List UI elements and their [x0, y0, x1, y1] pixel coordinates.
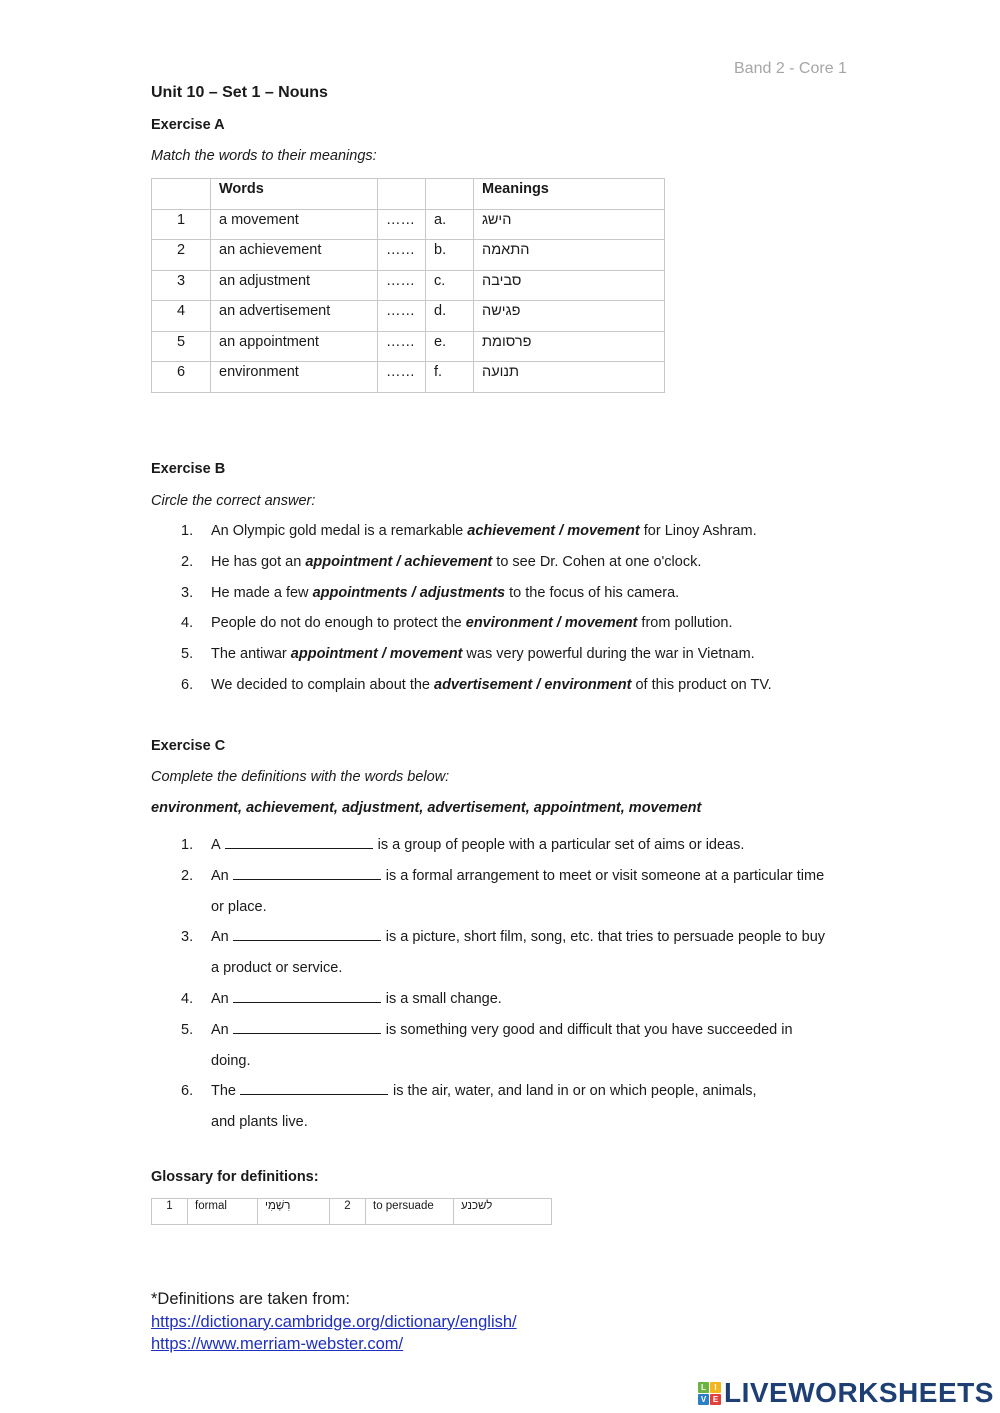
sentence-before: An [211, 929, 229, 946]
table-row [152, 301, 665, 332]
row-meaning [474, 240, 665, 271]
row-number: 5 [152, 331, 211, 362]
choice-options[interactable]: appointments / adjustments [312, 584, 506, 601]
row-number: 4 [152, 301, 211, 332]
sentence-before: An [211, 990, 229, 1007]
glossary-num: 2 [330, 1199, 366, 1225]
exercise-c-heading: Exercise C [151, 738, 226, 754]
item-number: 4. [181, 990, 194, 1007]
band-label: Band 2 - Core 1 [734, 60, 847, 77]
sentence-after: from pollution. [637, 615, 733, 632]
item-number: 2. [181, 867, 194, 884]
sources-block [151, 1288, 517, 1356]
row-word: a movement [211, 209, 378, 240]
hebrew-meaning: התאמה [482, 242, 530, 258]
sentence-continuation: and plants live. [211, 1114, 308, 1131]
exercise-b-heading: Exercise B [151, 461, 226, 477]
row-word: an adjustment [211, 270, 378, 301]
exercise-a-instruction: Match the words to their meanings: [151, 148, 377, 164]
fill-blank[interactable] [233, 1019, 381, 1034]
header-answer-cell [378, 179, 426, 210]
item-number: 5. [181, 646, 194, 663]
sentence-continuation: doing. [211, 1052, 251, 1069]
choice-options[interactable]: appointment / achievement [305, 553, 493, 570]
table-row [152, 240, 665, 271]
row-word: an appointment [211, 331, 378, 362]
sentence-before: The antiwar [211, 646, 291, 663]
answer-blank[interactable]: …… [378, 301, 426, 332]
row-number: 2 [152, 240, 211, 271]
hebrew-meaning: סביבה [482, 272, 522, 289]
item-number: 5. [181, 1021, 194, 1038]
row-letter: e. [426, 331, 474, 362]
list-item [151, 523, 772, 554]
fill-blank[interactable] [233, 988, 381, 1003]
liveworksheets-logo[interactable] [698, 1378, 994, 1408]
row-meaning [474, 362, 665, 393]
answer-blank[interactable]: …… [378, 270, 426, 301]
sentence-before: An [211, 1021, 229, 1038]
row-meaning [474, 331, 665, 362]
answer-blank[interactable]: …… [378, 240, 426, 271]
choice-options[interactable]: appointment / movement [290, 646, 463, 663]
sentence-after: is a picture, short film, song, etc. that tries to persuade people to buy [385, 929, 826, 946]
list-item [151, 677, 772, 708]
item-number: 1. [181, 523, 194, 539]
logo-letter-i: I [710, 1382, 721, 1393]
table-header-row [152, 179, 665, 210]
glossary-hebrew [258, 1199, 330, 1225]
exercise-a-heading: Exercise A [151, 117, 225, 133]
header-num-cell [152, 179, 211, 210]
sentence-before: He has got an [211, 553, 306, 570]
glossary-num: 1 [152, 1199, 188, 1225]
list-item [151, 922, 825, 984]
item-number: 3. [181, 929, 194, 946]
fill-blank[interactable] [233, 865, 381, 880]
row-letter: c. [426, 270, 474, 301]
hebrew-meaning: פרסומת [482, 333, 532, 350]
sentence-after: was very powerful during the war in Vietnam. [462, 646, 755, 663]
row-word: environment [211, 362, 378, 393]
hebrew-meaning: הישג [482, 211, 512, 228]
sentence-before: We decided to complain about the [211, 676, 435, 693]
logo-icon [698, 1382, 721, 1405]
list-item [151, 646, 772, 677]
header-meanings: Meanings [474, 179, 665, 210]
sentence-after: to the focus of his camera. [505, 584, 680, 601]
sentence-after: of this product on TV. [631, 676, 772, 693]
list-item [151, 1076, 825, 1138]
sentence-before: He made a few [211, 584, 313, 601]
row-meaning [474, 301, 665, 332]
hebrew-meaning: פגישה [482, 303, 521, 319]
sentence-after: is something very good and difficult that you have succeeded in [385, 1021, 793, 1038]
glossary-table [151, 1198, 552, 1225]
row-number: 3 [152, 270, 211, 301]
logo-letter-v: V [698, 1394, 709, 1405]
sources-label: *Definitions are taken from: [151, 1290, 351, 1308]
glossary-hebrew [454, 1199, 552, 1225]
list-item [151, 615, 772, 646]
choice-options[interactable]: advertisement / environment [434, 676, 632, 693]
row-word: an advertisement [211, 301, 378, 332]
table-row [152, 362, 665, 393]
row-meaning [474, 209, 665, 240]
merriam-webster-link[interactable]: https://www.merriam-webster.com/ [151, 1335, 404, 1353]
item-number: 6. [181, 1083, 194, 1100]
choice-options[interactable]: achievement / movement [467, 523, 640, 539]
fill-blank[interactable] [240, 1080, 388, 1095]
exercise-b-list [151, 523, 772, 708]
logo-text: LIVEWORKSHEETS [724, 1377, 994, 1408]
list-item [151, 554, 772, 585]
answer-blank[interactable]: …… [378, 209, 426, 240]
item-number: 1. [181, 837, 194, 853]
row-number: 1 [152, 209, 211, 240]
sentence-after: to see Dr. Cohen at one o'clock. [492, 553, 702, 570]
logo-letter-l: L [698, 1382, 709, 1393]
row-letter: f. [426, 362, 474, 393]
sentence-after: is the air, water, and land in or on which people, animals, [393, 1083, 757, 1100]
item-number: 4. [181, 615, 194, 632]
sentence-before: People do not do enough to protect the [211, 615, 466, 632]
sentence-after: is a group of people with a particular set of aims or ideas. [377, 837, 745, 853]
table-row [152, 209, 665, 240]
sentence-before: A [211, 837, 221, 853]
sentence-after: for Linoy Ashram. [639, 523, 757, 539]
item-number: 2. [181, 553, 194, 570]
sentence-after: is a small change. [385, 990, 502, 1007]
table-row [152, 270, 665, 301]
header-letter-cell [426, 179, 474, 210]
sentence-before: The [211, 1083, 236, 1100]
item-number: 3. [181, 584, 194, 601]
exercise-c-instruction: Complete the definitions with the words below: [151, 769, 450, 785]
row-letter: d. [426, 301, 474, 332]
glossary-word: to persuade [366, 1199, 454, 1225]
matching-table [151, 178, 665, 393]
list-item [151, 830, 825, 861]
sentence-after: is a formal arrangement to meet or visit someone at a particular time [385, 867, 825, 884]
hebrew-translation: לשכנע [461, 1200, 493, 1212]
glossary-word: formal [188, 1199, 258, 1225]
sentence-continuation: or place. [211, 898, 267, 915]
sentence-before: An Olympic gold medal is a remarkable [211, 523, 468, 539]
exercise-b-instruction: Circle the correct answer: [151, 493, 316, 509]
page-title: Unit 10 – Set 1 – Nouns [151, 84, 328, 101]
hebrew-translation: רִשְׁמִי [265, 1200, 291, 1212]
row-word: an achievement [211, 240, 378, 271]
answer-blank[interactable]: …… [378, 331, 426, 362]
list-item [151, 984, 825, 1015]
choice-options[interactable]: environment / movement [465, 615, 638, 632]
answer-blank[interactable]: …… [378, 362, 426, 393]
table-row [152, 331, 665, 362]
item-number: 6. [181, 676, 194, 693]
sentence-continuation: a product or service. [211, 960, 343, 977]
row-meaning [474, 270, 665, 301]
logo-letter-e: E [710, 1394, 721, 1405]
list-item [151, 861, 825, 923]
row-letter: a. [426, 209, 474, 240]
list-item [151, 1015, 825, 1077]
row-letter: b. [426, 240, 474, 271]
cambridge-link[interactable]: https://dictionary.cambridge.org/dictionary/english/ [151, 1312, 517, 1331]
header-words: Words [211, 179, 378, 210]
fill-blank[interactable] [233, 926, 381, 941]
word-bank: environment, achievement, adjustment, advertisement, appointment, movement [151, 800, 702, 816]
fill-blank[interactable] [225, 834, 373, 849]
row-number: 6 [152, 362, 211, 393]
hebrew-meaning: תנועה [482, 364, 520, 380]
glossary-heading: Glossary for definitions: [151, 1169, 319, 1185]
sentence-before: An [211, 867, 229, 884]
exercise-c-list [151, 830, 825, 1138]
glossary-row [152, 1199, 552, 1225]
list-item [151, 585, 772, 616]
